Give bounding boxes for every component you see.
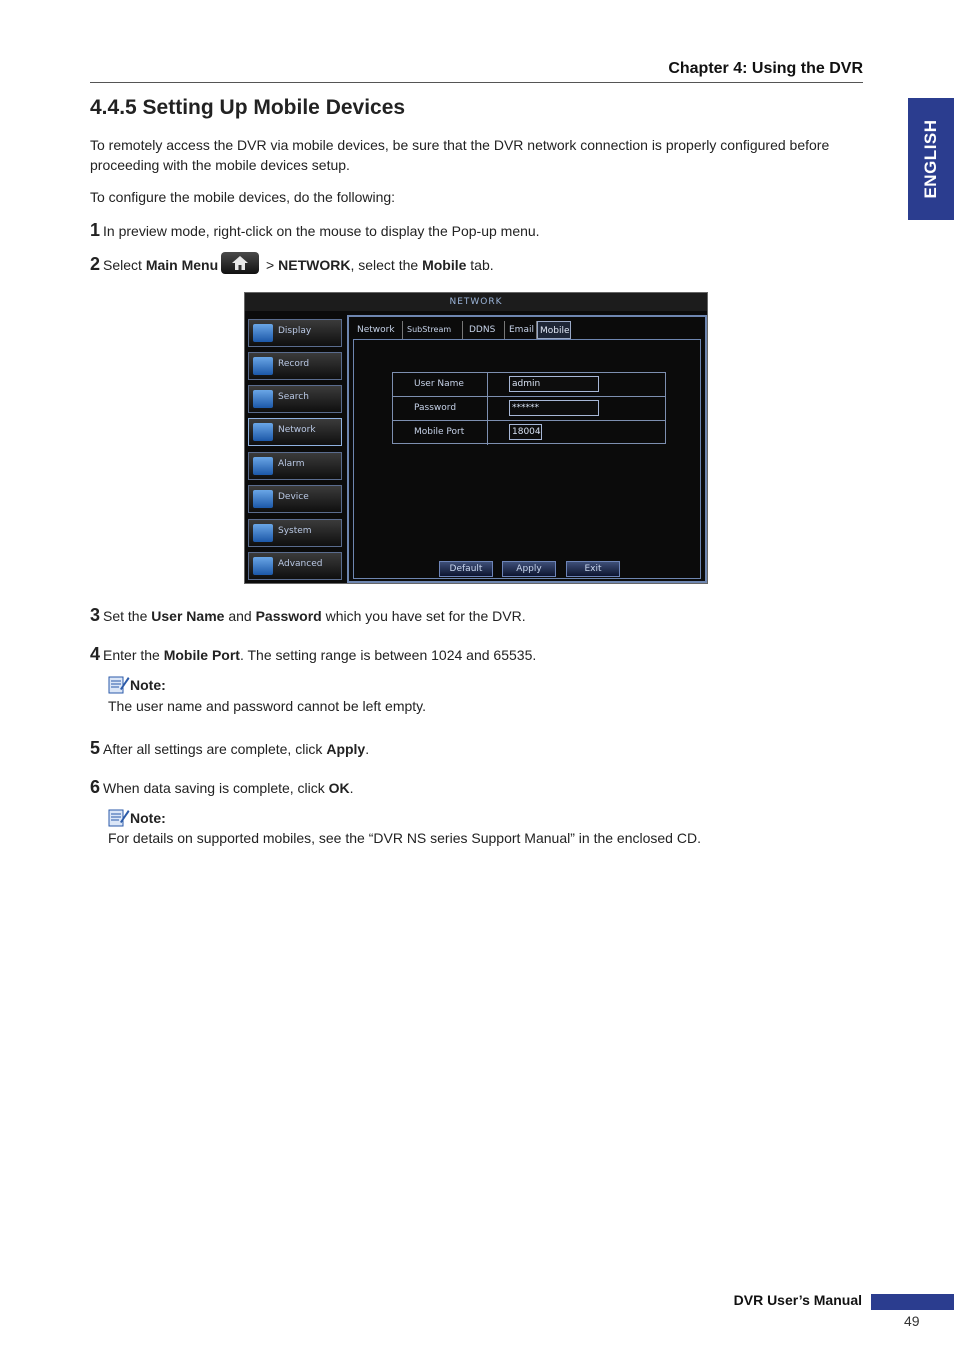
dvr-tab-substream[interactable]: SubStream (405, 321, 463, 339)
globe-icon (253, 423, 273, 441)
note-pencil-icon (108, 674, 130, 694)
configure-paragraph: To configure the mobile devices, do the following: (90, 189, 396, 205)
dvr-menu-label: Network (278, 425, 316, 435)
chapter-header: Chapter 4: Using the DVR (90, 60, 863, 83)
step-number: 1 (90, 220, 101, 240)
dvr-menu-search[interactable] (248, 385, 342, 413)
note-2-text: For details on supported mobiles, see the “DVR NS series Support Manual” in the enclosed CD. (108, 830, 701, 846)
dvr-menu-label: Alarm (278, 459, 305, 469)
note-label: Note: (130, 677, 166, 693)
step-3 (90, 605, 526, 626)
step-bold: Mobile (422, 257, 467, 273)
password-input[interactable]: ****** (509, 400, 599, 416)
footer-bar (871, 1294, 954, 1310)
intro-paragraph: To remotely access the DVR via mobile devices, be sure that the DVR network connection is properly configured before proceeding with the mobile devices setup. (90, 137, 830, 173)
step-text: . The setting range is between 1024 and 65535. (239, 647, 537, 663)
gear-icon (253, 524, 273, 542)
field-label: Mobile Port (393, 421, 488, 445)
step-2 (90, 254, 494, 277)
alarm-icon (253, 457, 273, 475)
magnifier-icon (253, 390, 273, 408)
dvr-menu-label: System (278, 526, 312, 536)
dvr-menu-label: Record (278, 359, 310, 369)
device-icon (253, 490, 273, 508)
step-bold: Main Menu (145, 257, 219, 273)
dvr-menu-network[interactable] (248, 418, 342, 446)
dvr-apply-button[interactable]: Apply (502, 561, 556, 577)
step-text: which you have set for the DVR. (321, 608, 526, 624)
step-text: tab. (466, 257, 494, 273)
main-menu-home-icon (221, 252, 259, 274)
language-tab-label: ENGLISH (921, 119, 940, 199)
step-number: 3 (90, 605, 101, 625)
step-bold: OK (328, 780, 350, 796)
step-text: When data saving is complete, click (103, 780, 329, 796)
dvr-network-screenshot (244, 292, 708, 584)
dvr-tab-ddns[interactable]: DDNS (467, 321, 505, 339)
step-number: 4 (90, 644, 101, 664)
dvr-side-menu (246, 315, 344, 583)
dvr-menu-label: Search (278, 392, 309, 402)
dvr-window-title: NETWORK (245, 293, 707, 311)
step-text: , select the (350, 257, 423, 273)
dvr-tab-mobile[interactable]: Mobile (537, 321, 571, 339)
step-5 (90, 738, 369, 759)
dvr-menu-label: Advanced (278, 559, 323, 569)
field-label: Password (393, 397, 488, 420)
step-bold: NETWORK (278, 257, 351, 273)
note-1 (108, 674, 166, 694)
step-1 (90, 220, 540, 241)
dvr-mobile-form (353, 339, 701, 579)
note-pencil-icon (108, 807, 130, 827)
wrench-icon (253, 557, 273, 575)
note-label: Note: (130, 810, 166, 826)
step-text: Set the (103, 608, 152, 624)
dvr-row-password (393, 397, 665, 421)
dvr-exit-button[interactable]: Exit (566, 561, 620, 577)
footer-manual-title: DVR User’s Manual (733, 1292, 862, 1308)
film-icon (253, 357, 273, 375)
username-input[interactable]: admin (509, 376, 599, 392)
language-tab (908, 98, 954, 220)
dvr-row-username (393, 373, 665, 397)
step-text: . (349, 780, 354, 796)
dvr-menu-device[interactable] (248, 485, 342, 513)
dvr-menu-alarm[interactable] (248, 452, 342, 480)
step-text: . (365, 741, 370, 757)
step-bold: Password (255, 608, 322, 624)
step-text: After all settings are complete, click (103, 741, 327, 757)
step-text: and (224, 608, 256, 624)
step-bold: Apply (326, 741, 366, 757)
step-text: Enter the (103, 647, 164, 663)
note-2 (108, 807, 166, 827)
dvr-menu-label: Device (278, 492, 309, 502)
section-title: 4.4.5 Setting Up Mobile Devices (90, 96, 406, 119)
step-number: 5 (90, 738, 101, 758)
dvr-tab-network[interactable]: Network (355, 321, 403, 339)
step-4 (90, 644, 536, 665)
step-bold: User Name (151, 608, 225, 624)
step-6 (90, 777, 354, 798)
step-text: > (262, 257, 279, 273)
dvr-tab-email[interactable]: Email (507, 321, 537, 339)
step-text: In preview mode, right-click on the mouse to display the Pop-up menu. (103, 223, 540, 239)
dvr-mobile-table (392, 372, 666, 444)
note-1-text: The user name and password cannot be left empty. (108, 698, 427, 714)
step-number: 2 (90, 254, 101, 274)
step-number: 6 (90, 777, 101, 797)
dvr-menu-label: Display (278, 326, 312, 336)
dvr-menu-record[interactable] (248, 352, 342, 380)
page-number: 49 (904, 1313, 920, 1329)
dvr-row-mobile-port (393, 421, 665, 445)
dvr-settings-panel (347, 315, 707, 583)
dvr-menu-display[interactable] (248, 319, 342, 347)
monitor-icon (253, 324, 273, 342)
step-bold: Mobile Port (163, 647, 240, 663)
dvr-menu-advanced[interactable] (248, 552, 342, 580)
mobile-port-input[interactable]: 18004 (509, 424, 542, 440)
step-text: Select (103, 257, 146, 273)
dvr-menu-system[interactable] (248, 519, 342, 547)
field-label: User Name (393, 373, 488, 396)
dvr-default-button[interactable]: Default (439, 561, 493, 577)
